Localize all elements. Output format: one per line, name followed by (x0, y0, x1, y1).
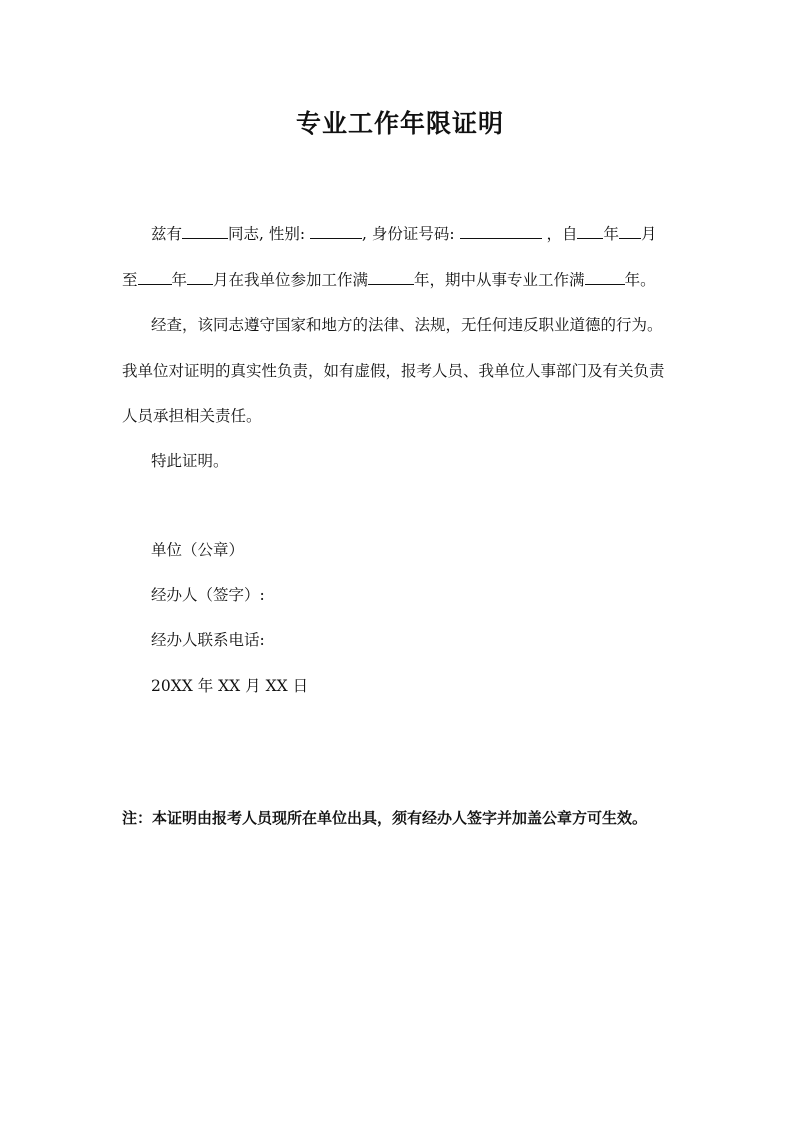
blank-start-year[interactable] (577, 224, 603, 239)
paragraph-line: 人员承担相关责任。 (122, 407, 262, 425)
handler-phone-label: 经办人联系电话: (151, 631, 265, 649)
date-line: 20XX 年 XX 月 XX 日 (151, 677, 309, 695)
text-segment: 月在我单位参加工作满 (213, 271, 369, 289)
unit-seal-label: 单位（公章） (151, 541, 245, 559)
text-segment: 年，期中从事专业工作满 (414, 271, 585, 289)
document-title: 专业工作年限证明 (295, 109, 504, 138)
paragraph-line: 我单位对证明的真实性负责，如有虚假，报考人员、我单位人事部门及有关负责 (122, 362, 665, 380)
blank-professional-years[interactable] (585, 270, 625, 285)
footnote: 注：本证明由报考人员现所在单位出具，须有经办人签字并加盖公章方可生效。 (122, 809, 648, 827)
fill-in-line-1 (151, 224, 657, 244)
text-segment: 兹有 (151, 225, 183, 243)
handler-signature-label: 经办人（签字）: (151, 586, 265, 604)
paragraph-line: 经查，该同志遵守国家和地方的法律、法规，无任何违反职业道德的行为。 (151, 316, 663, 334)
blank-name[interactable] (182, 224, 228, 239)
text-segment: 年 (171, 271, 188, 289)
text-segment: ，自 (541, 225, 578, 243)
blank-gender[interactable] (310, 224, 362, 239)
closing-statement: 特此证明。 (151, 452, 229, 470)
text-segment: 至 (122, 271, 138, 289)
blank-end-month[interactable] (187, 270, 213, 285)
blank-id-number[interactable] (460, 224, 542, 239)
text-segment: , 身份证号码: (362, 225, 460, 243)
blank-total-years[interactable] (368, 270, 414, 285)
text-segment: 年 (603, 225, 619, 243)
text-segment: 年。 (624, 271, 656, 289)
fill-in-line-2 (122, 270, 656, 290)
text-segment: 月 (641, 225, 657, 243)
blank-end-year[interactable] (138, 270, 172, 285)
blank-start-month[interactable] (619, 224, 641, 239)
text-segment: 同志, 性别: (228, 225, 311, 243)
